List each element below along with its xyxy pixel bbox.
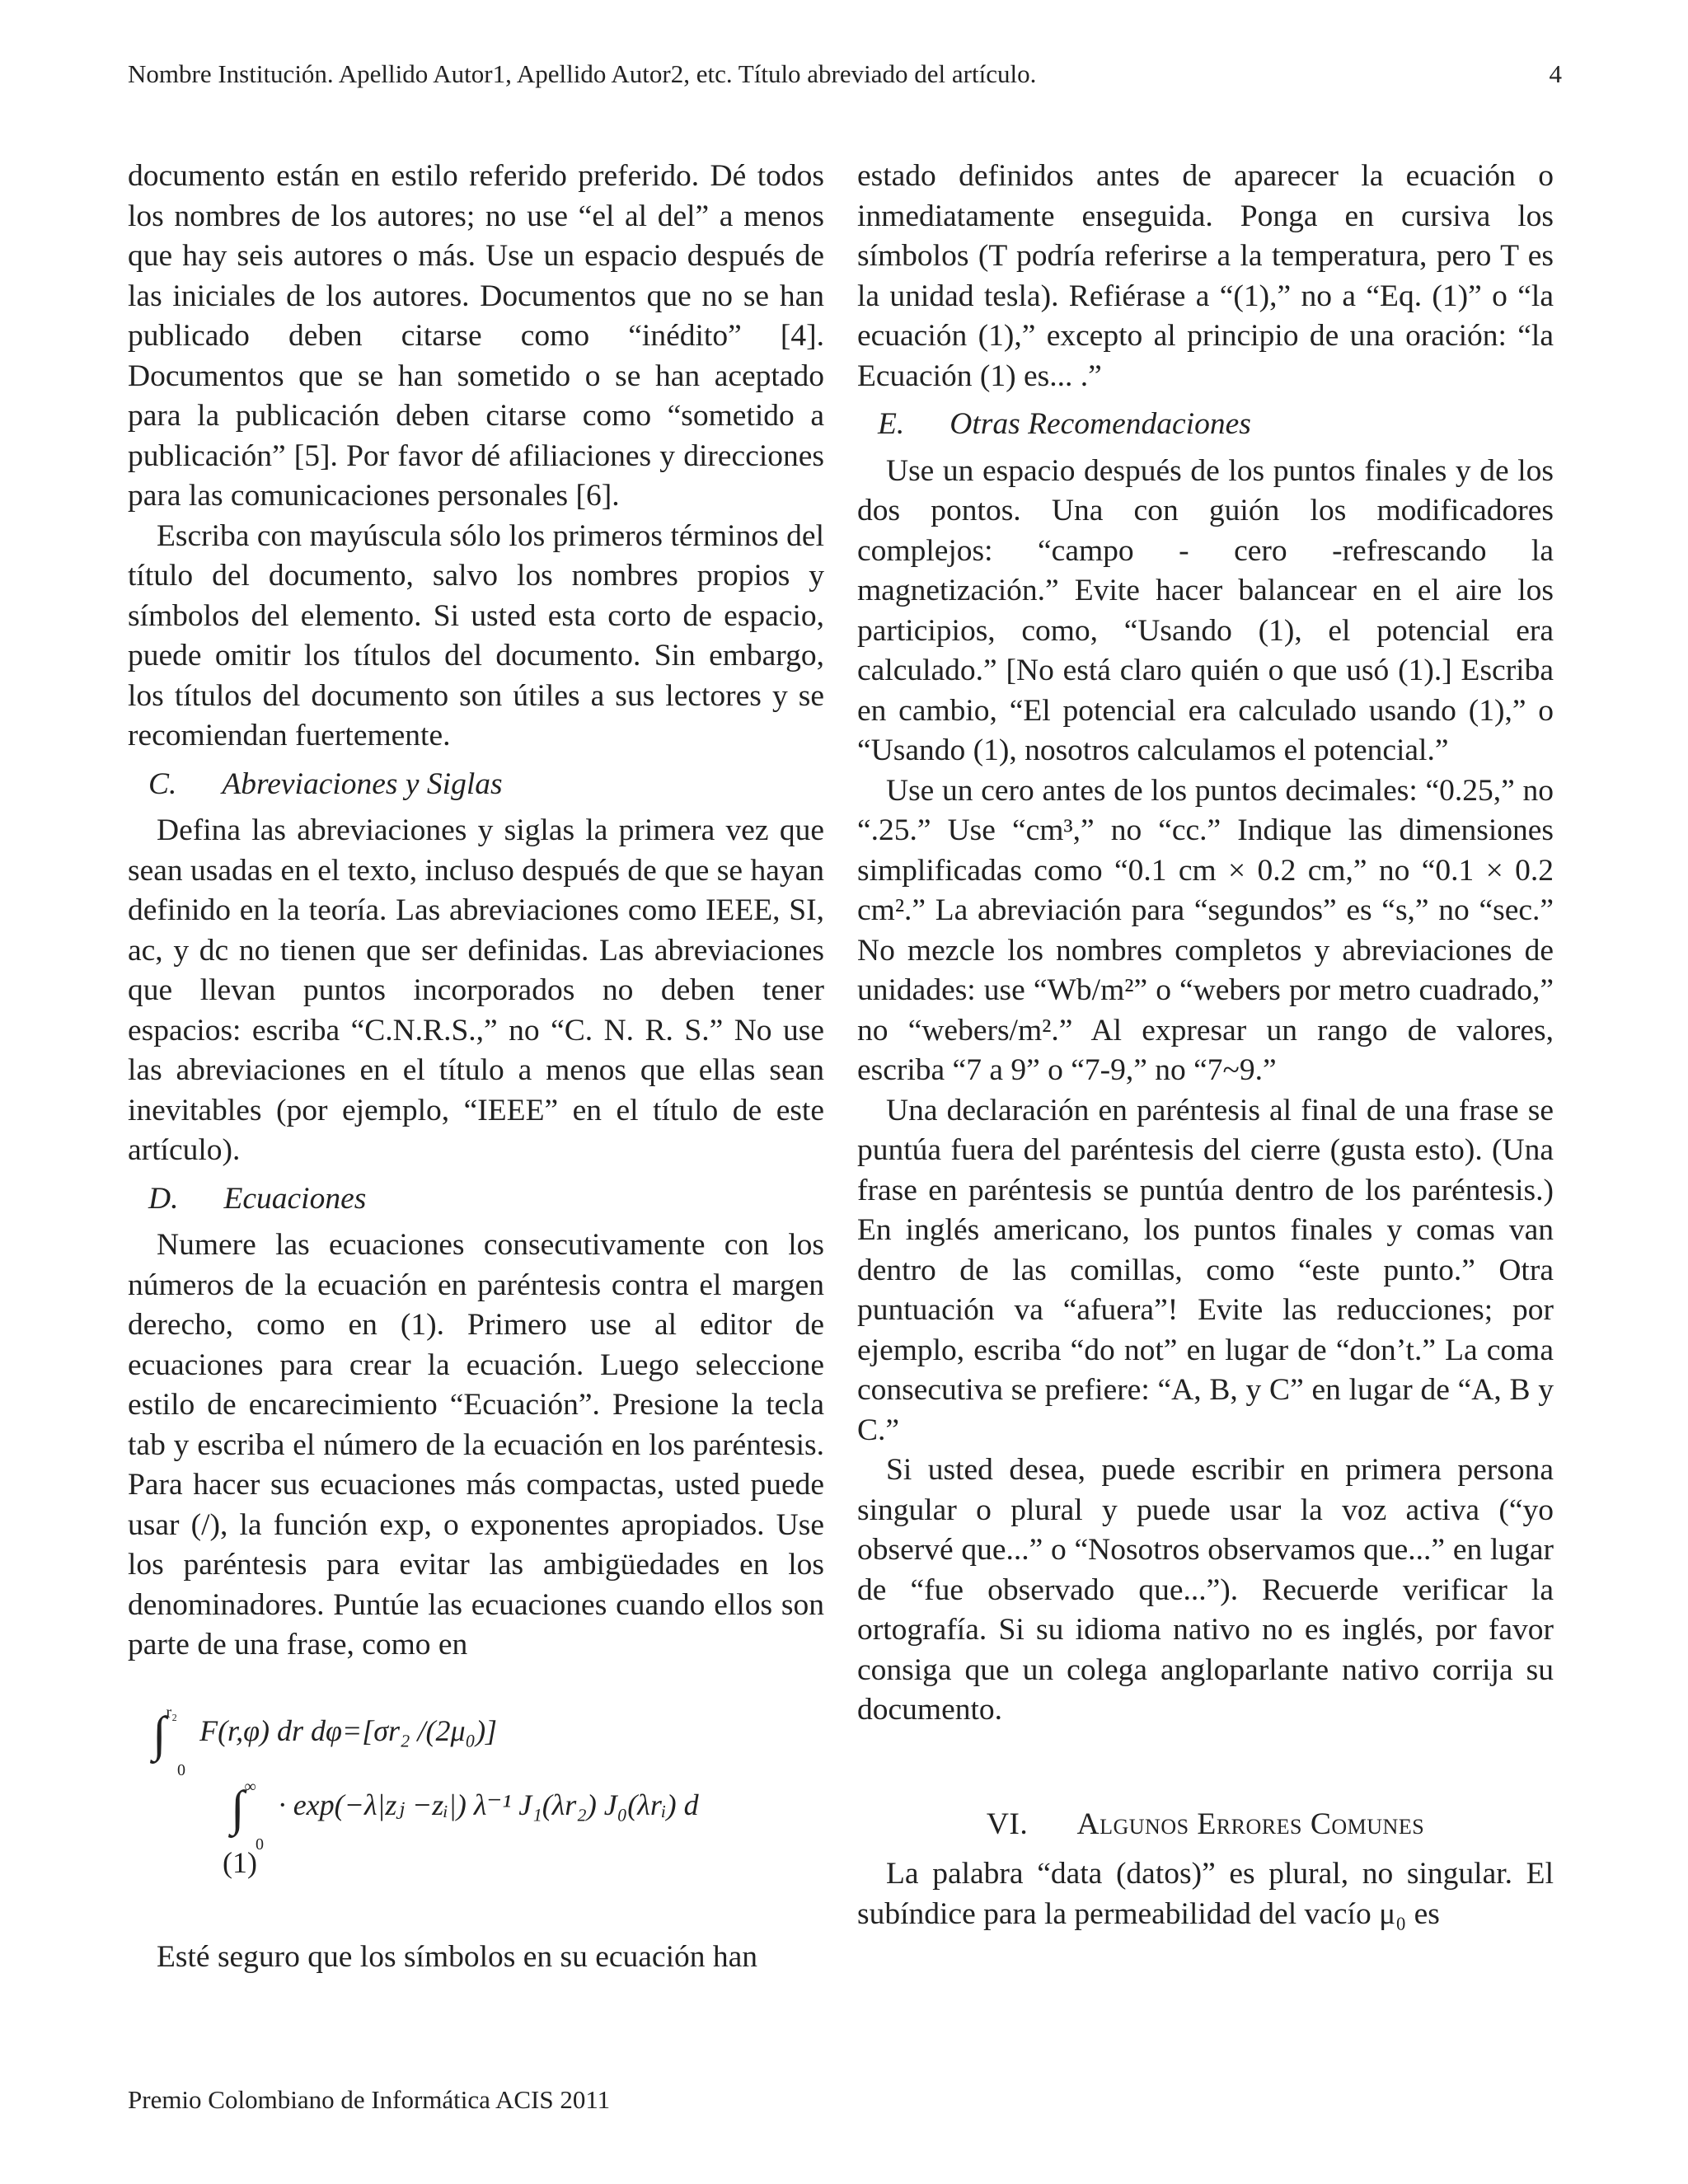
paragraph: Esté seguro que los símbolos en su ecuación han — [157, 1939, 758, 1974]
subsection-letter: D. — [148, 1181, 179, 1216]
equation-line-1 — [152, 1703, 498, 1779]
subsection-heading-d — [148, 1179, 824, 1220]
integral-symbol: ∫ — [231, 1780, 245, 1835]
integral-upper-limit: ∞ — [244, 1777, 256, 1796]
paragraph: Use un cero antes de los puntos decimales: “0.25,” no “.25.” Use “cm³,” no “cc.” Indique las dimensiones simplificadas como “0.1 cm × 0.2 cm,” no “0.1 × 0.2 cm².” La abreviación para “segundos” es “s,” no “sec.” No mezcle los nombres completos y abreviaciones de unidades: use “Wb/m²” o “webers por metro cuadrado,” no “webers/m².” Al expresar un rango de valores, escriba “7 a 9” o “7-9,” no “7~9.” — [857, 773, 1554, 1087]
paragraph: Numere las ecuaciones consecutivamente con los números de la ecuación en paréntesis contra el margen derecho, como en (1). Primero use al editor de ecuaciones para crear la ecuación. Luego seleccione estilo de encarecimiento “Ecuación”. Presione la tecla tab y escriba el número de la ecuación en los paréntesis. Para hacer sus ecuaciones más compactas, usted puede usar (/), la función exp, o exponentes apropiados. Use los paréntesis para evitar las ambigüedades en los denominadores. Puntúe las ecuaciones cuando ellos son parte de una frase, como en — [128, 1228, 824, 1661]
paragraph: Defina las abreviaciones y siglas la primera vez que sean usadas en el texto, incluso después de que se hayan definido en la teoría. Las abreviaciones como IEEE, SI, ac, y dc no tienen que ser definidas. Las abreviaciones que llevan puntos incorporados no deben tener espacios: escriba “C.N.R.S.,” no “C. N. R. S.” No use las abreviaciones en el título a menos que ellas sean inevitables (por ejemplo, “IEEE” en el título de este artículo). — [128, 813, 824, 1167]
equation-line-2 — [231, 1777, 699, 1854]
subsection-heading-e — [878, 405, 1554, 445]
page-footer: Premio Colombiano de Informática ACIS 2011 — [128, 2085, 611, 2114]
section-number: VI. — [986, 1807, 1029, 1841]
integral-lower-limit: 0 — [256, 1835, 264, 1854]
subsection-title: Abreviaciones y Siglas — [222, 766, 503, 801]
subsection-letter: C. — [148, 766, 177, 801]
left-column — [128, 157, 824, 1977]
paragraph: estado definidos antes de aparecer la ecuación o inmediatamente enseguida. Ponga en cursiva los símbolos (T podría referirse a la temperatura, pero T es la unidad tesla). Refiérase a “(1),” no a “Eq. (1)” o “la ecuación (1),” excepto al principio de una oración: “la Ecuación (1) es... .” — [857, 159, 1554, 393]
section-heading-vi — [857, 1805, 1554, 1845]
integral-symbol: ∫ — [152, 1706, 166, 1761]
subsection-heading-c — [148, 765, 824, 805]
paragraph: Use un espacio después de los puntos finales y de los dos pontos. Una con guión los modificadores complejos: “campo - cero -refrescando la magnetización.” Evite hacer balancear en el aire los participios, como, “Usando (1), el potencial era calculado.” [No está claro quién o que usó (1).] Escriba en cambio, “El potencial era calculado usando (1),” o “Usando (1), nosotros calculamos el potencial.” — [857, 453, 1554, 767]
equation-number: (1) — [223, 1845, 257, 1879]
page-header — [128, 58, 1562, 91]
paragraph: documento están en estilo referido preferido. Dé todos los nombres de los autores; no use “el al del” a menos que hay seis autores o más. Use un espacio después de las iniciales de los autores. Documentos que no se han publicado deben citarse como “inédito” [4]. Documentos que se han sometido o se han aceptado para la publicación deben citarse como “sometido a publicación” [5]. Por favor dé afiliaciones y direcciones para las comunicaciones personales [6]. — [128, 159, 824, 513]
equation-text: · exp(−λ|zⱼ −zᵢ|) λ⁻¹ J₁(λr₂) J₀(λrᵢ) d — [278, 1788, 699, 1821]
paragraph: Si usted desea, puede escribir en primera persona singular o plural y puede usar la voz activa (“yo observé que...” o “Nosotros observamos que...” en lugar de “fue observado que...”). Recuerde verificar la ortografía. Si su idioma nativo no es inglés, por favor consiga que un colega angloparlante nativo corrija su documento. — [857, 1453, 1554, 1727]
right-column — [857, 157, 1554, 1934]
subsection-title: Ecuaciones — [223, 1181, 367, 1216]
equation-text: F(r,φ) dr dφ=[σr₂ /(2μ₀)] — [199, 1713, 498, 1747]
page-number: 4 — [1549, 59, 1562, 88]
subsection-title: Otras Recomendaciones — [950, 407, 1251, 441]
paragraph: Una declaración en paréntesis al final de una frase se puntúa fuera del paréntesis del cierre (gusta esto). (Una frase en paréntesis se puntúa dentro de los paréntesis.) En inglés americano, los puntos finales y comas van dentro de las comillas, como “este punto.” Otra puntuación va “afuera”! Evite las reducciones; por ejemplo, escriba “do not” en lugar de “don’t.” La coma consecutiva se prefiere: “A, B, y C” en lugar de “A, B y C.” — [857, 1093, 1554, 1447]
integral-lower-limit: 0 — [177, 1760, 185, 1779]
integral-upper-limit: r₂ — [166, 1703, 178, 1722]
section-title: Algunos Errores Comunes — [1076, 1807, 1425, 1841]
paragraph: Escriba con mayúscula sólo los primeros términos del título del documento, salvo los nombres propios y símbolos del elemento. Si usted esta corto de espacio, puede omitir los títulos del documento. Sin embargo, los títulos del documento son útiles a sus lectores y se recomiendan fuertemente. — [128, 518, 824, 752]
equation-1 — [128, 1703, 824, 1905]
subsection-letter: E. — [878, 407, 905, 441]
running-title: Nombre Institución. Apellido Autor1, Apellido Autor2, etc. Título abreviado del artículo. — [128, 59, 1037, 88]
paragraph: La palabra “data (datos)” es plural, no singular. El subíndice para la permeabilidad del vacío μ₀ es — [857, 1857, 1554, 1931]
